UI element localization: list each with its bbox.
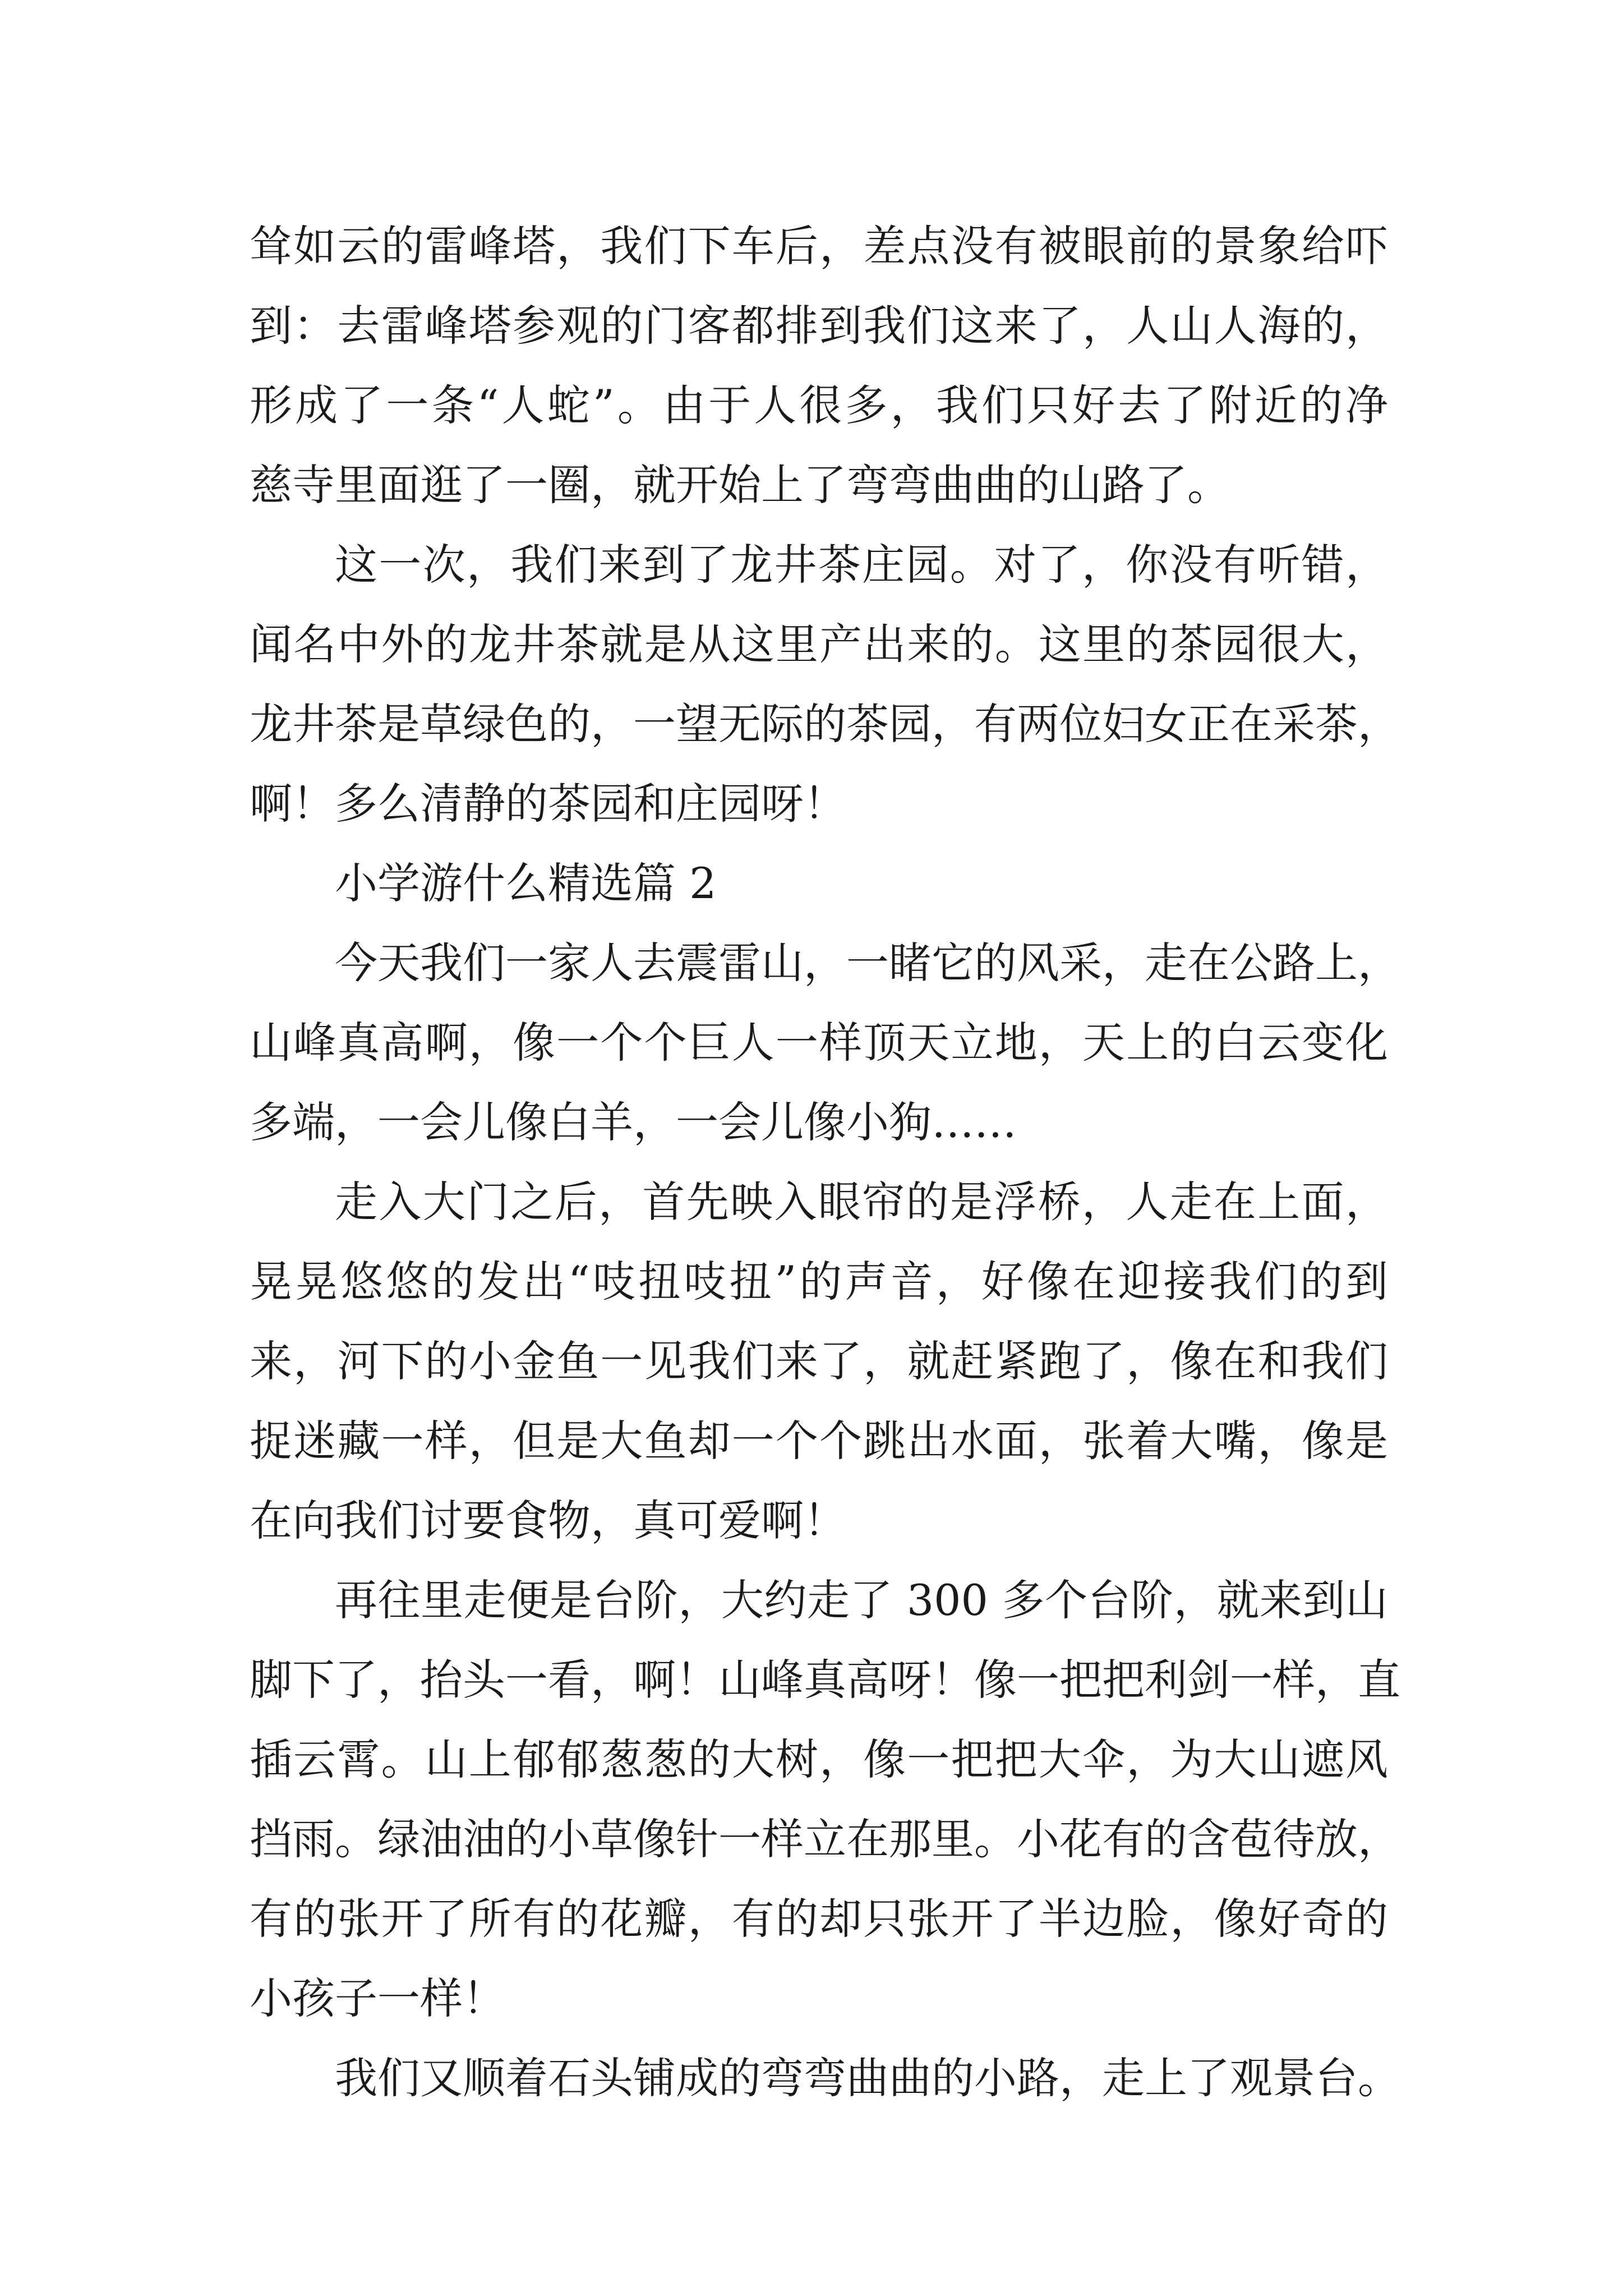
paragraph-first-line: 今天我们一家人去震雷山，一睹它的风采，走在公路上， bbox=[335, 938, 1400, 988]
text-line: 山峰真高啊，像一个个巨人一样顶天立地，天上的白云变化 bbox=[250, 1018, 1388, 1068]
text-line: 晃晃悠悠的发出“吱扭吱扭”的声音，好像在迎接我们的到 bbox=[250, 1257, 1388, 1306]
article-body bbox=[250, 206, 1400, 2118]
text-line: 小孩子一样！ bbox=[250, 1973, 505, 2023]
text-line: 在向我们讨要食物，真可爱啊！ bbox=[250, 1496, 846, 1545]
text-line: 形成了一条“人蛇”。由于人很多，我们只好去了附近的净 bbox=[250, 380, 1388, 430]
text-line: 慈寺里面逛了一圈，就开始上了弯弯曲曲的山路了。 bbox=[250, 460, 1230, 510]
text-line: 脚下了，抬头一看，啊！山峰真高呀！像一把把利剑一样，直 bbox=[250, 1655, 1400, 1705]
paragraph-first-line: 再往里走便是台阶，大约走了 300 多个台阶，就来到山 bbox=[335, 1575, 1388, 1625]
text-line: 多端，一会儿像白羊，一会儿像小狗…… bbox=[250, 1097, 1017, 1147]
text-line: 闻名中外的龙井茶就是从这里产出来的。这里的茶园很大， bbox=[250, 619, 1388, 669]
text-line: 到：去雷峰塔参观的门客都排到我们这来了，人山人海的， bbox=[250, 301, 1388, 351]
text-line: 耸如云的雷峰塔，我们下车后，差点没有被眼前的景象给吓 bbox=[250, 221, 1388, 271]
text-line: 插云霄。山上郁郁葱葱的大树，像一把把大伞，为大山遮风 bbox=[250, 1734, 1388, 1784]
paragraph-first-line: 我们又顺着石头铺成的弯弯曲曲的小路，走上了观景台。 bbox=[335, 2053, 1400, 2103]
text-line: 有的张开了所有的花瓣，有的却只张开了半边脸，像好奇的 bbox=[250, 1894, 1388, 1944]
text-line: 捉迷藏一样，但是大鱼却一个个跳出水面，张着大嘴，像是 bbox=[250, 1416, 1388, 1466]
section-heading: 小学游什么精选篇 2 bbox=[335, 858, 717, 908]
text-line: 挡雨。绿油油的小草像针一样立在那里。小花有的含苞待放， bbox=[250, 1814, 1400, 1864]
paragraph-first-line: 这一次，我们来到了龙井茶庄园。对了，你没有听错， bbox=[335, 540, 1388, 590]
text-line: 啊！多么清静的茶园和庄园呀！ bbox=[250, 779, 846, 829]
text-line: 来，河下的小金鱼一见我们来了，就赶紧跑了，像在和我们 bbox=[250, 1336, 1388, 1386]
paragraph-first-line: 走入大门之后，首先映入眼帘的是浮桥，人走在上面， bbox=[335, 1177, 1388, 1227]
text-line: 龙井茶是草绿色的，一望无际的茶园，有两位妇女正在采茶， bbox=[250, 699, 1400, 749]
